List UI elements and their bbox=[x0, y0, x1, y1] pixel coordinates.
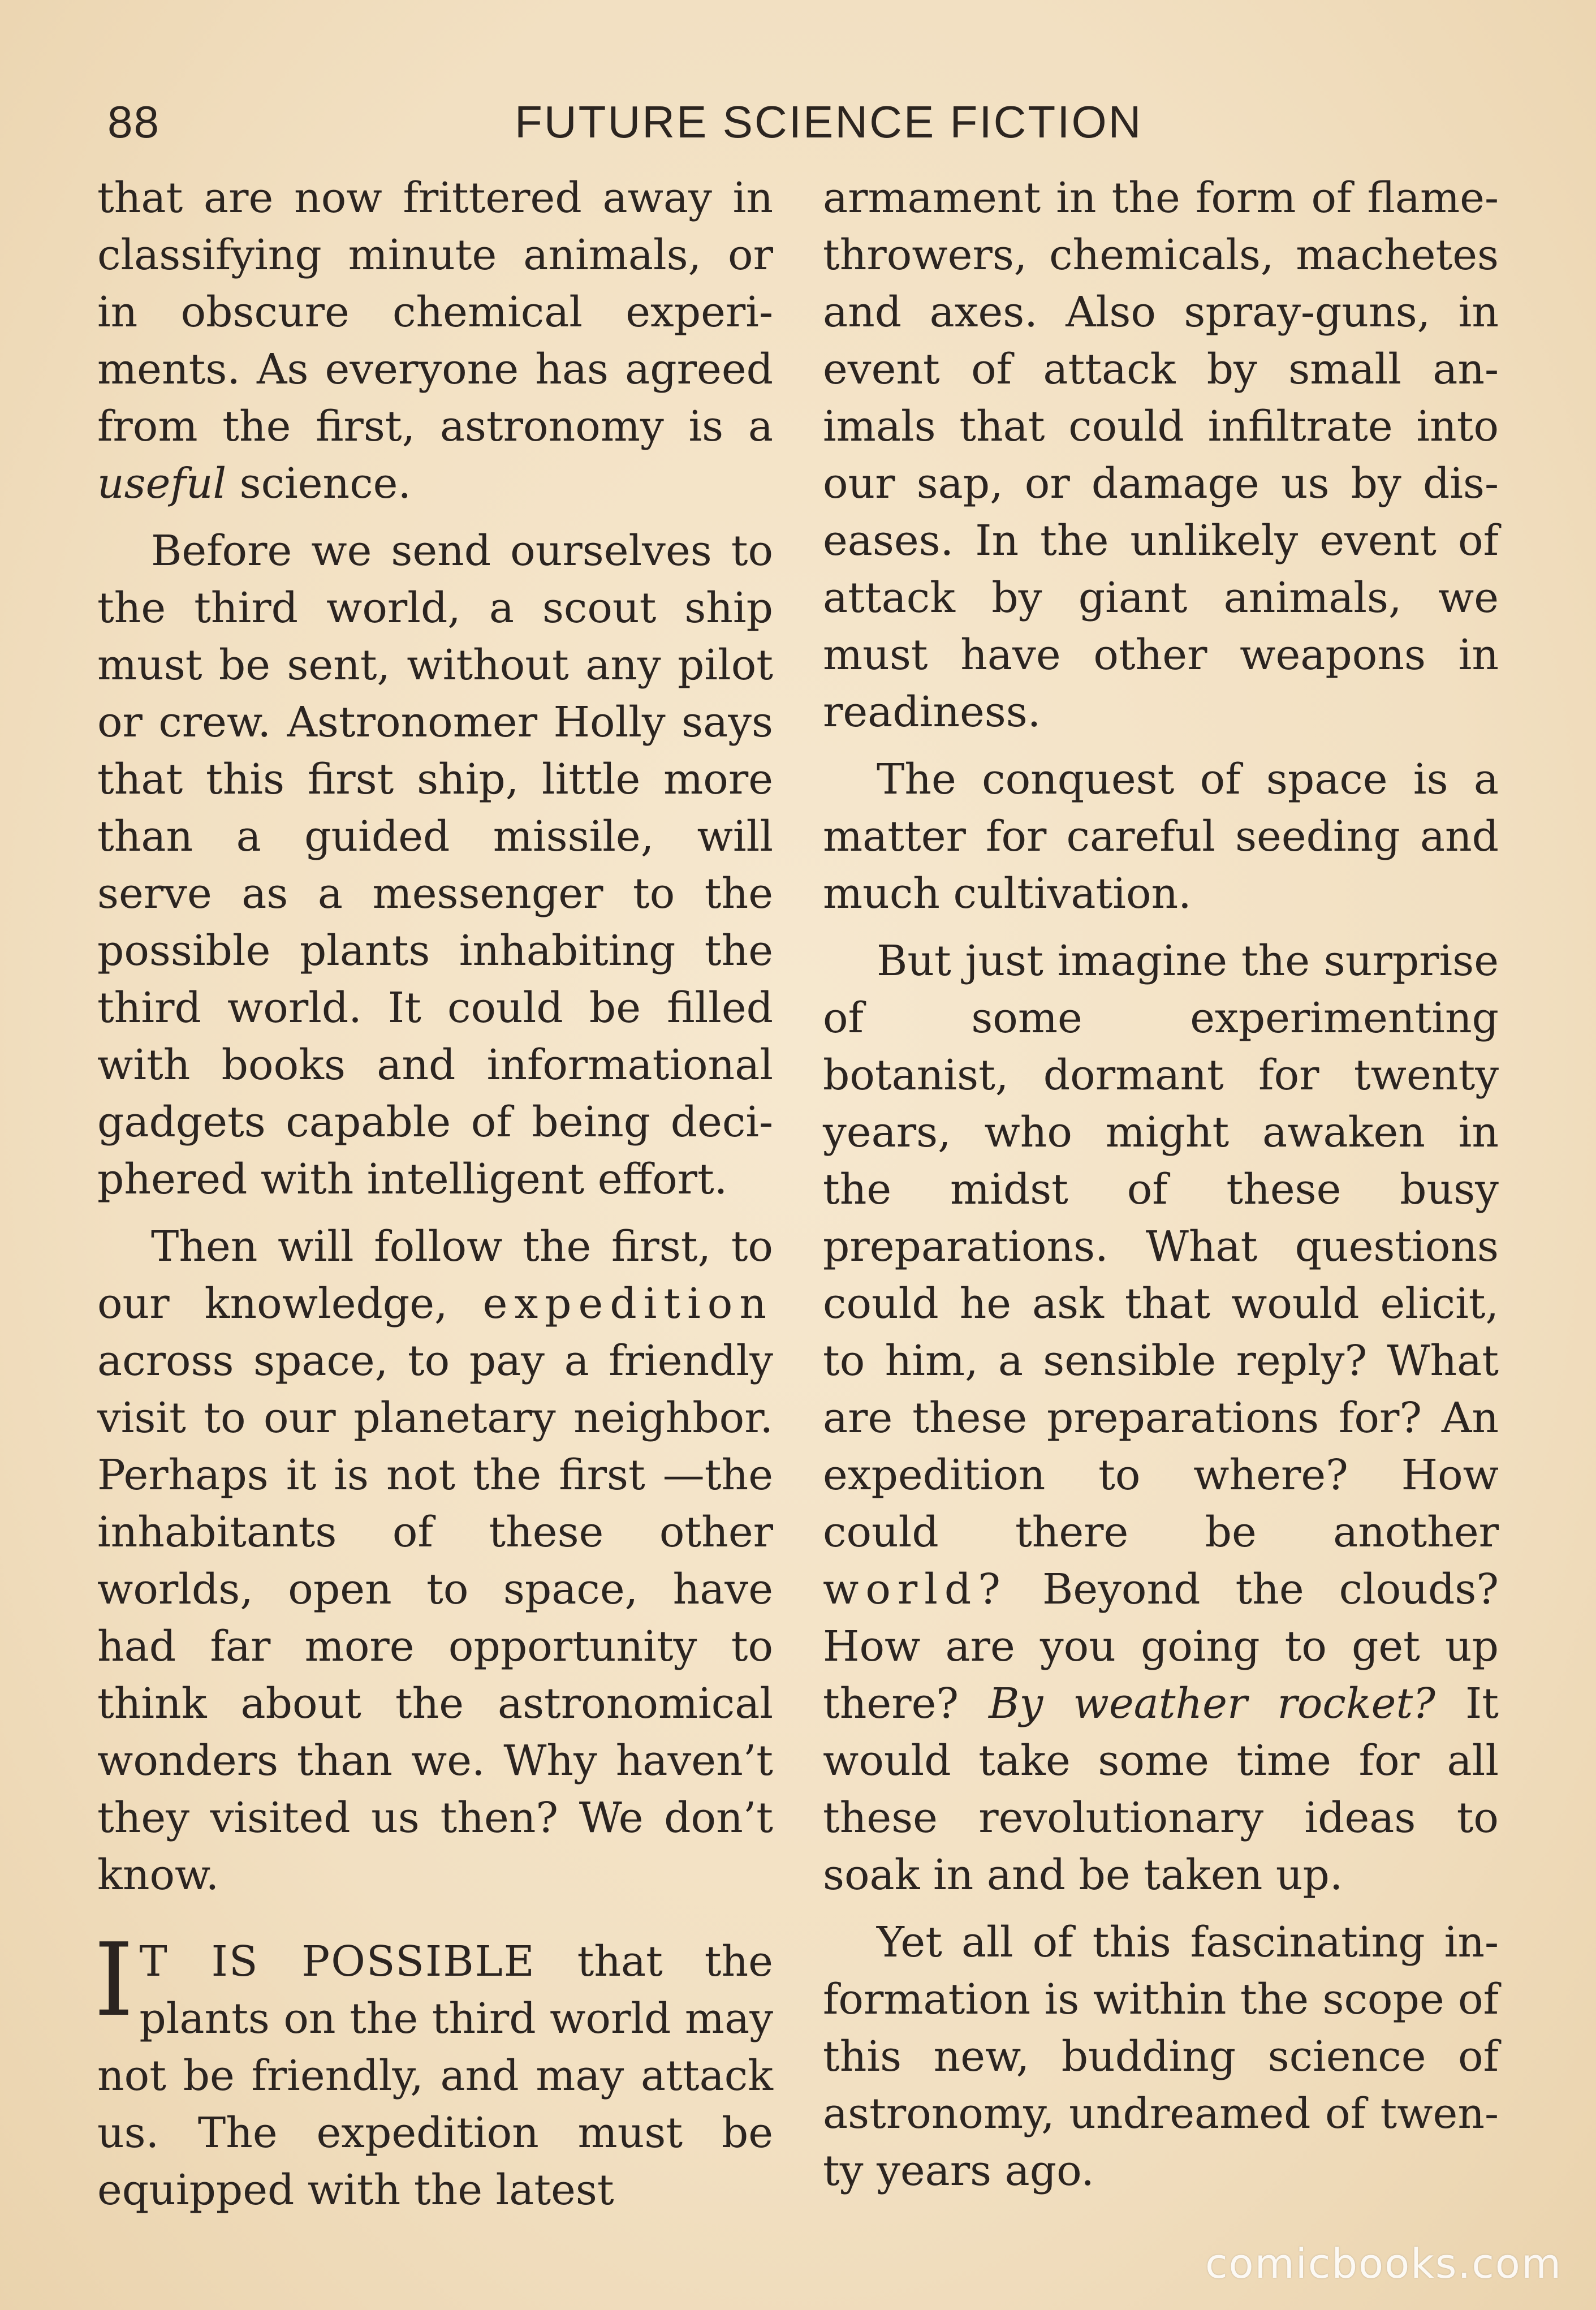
spaced-text: expedition bbox=[482, 1279, 773, 1328]
site-watermark: comicbooks.com bbox=[1205, 2240, 1562, 2287]
right-paragraph-4: Yet all of this fascinating information is within the scope of this new, budding science of astronomy, undreamed of twenty years ago. bbox=[823, 1918, 1499, 2195]
right-paragraph-2: The conquest of space is a matter for careful seeding and much cultivation. bbox=[823, 755, 1499, 918]
paragraph-text: It would take some time for all these revolutionary ideas to soak in and be taken up. bbox=[823, 1679, 1499, 1899]
paragraph-text: But just imagine the surprise of some experimenting botanist, dormant for twenty years, who might awaken in the midst of these busy preparations. What questions could he ask that would elicit, to him, a sensible reply? What are these preparations for? An expedition to where? How could there be another bbox=[823, 937, 1499, 1557]
paragraph-text: that are now frittered away in classifying minute animals, or in obscure chemical experiments. As everyone has agreed from the first, astronomy is a bbox=[97, 174, 773, 451]
page-header bbox=[107, 96, 1489, 158]
drop-cap: I bbox=[94, 1921, 134, 2039]
right-column bbox=[823, 170, 1499, 2210]
section-lead: T IS POSSIBLE bbox=[139, 1937, 536, 1986]
paragraph-text: Then will follow the first, to our knowledge, bbox=[97, 1222, 773, 1328]
emphasis-text: By weather rocket? bbox=[989, 1679, 1435, 1728]
spaced-text: world? bbox=[823, 1565, 1007, 1614]
right-paragraph-1: armament in the form of flamethrowers, chemicals, machetes and axes. Also spray-guns, in event of attack by small animals that could infiltrate into our sap, or damage us by diseases. In the unlikely event of attack by giant animals, we must have other weapons in readiness. bbox=[823, 174, 1499, 736]
paragraph-text: across space, to pay a friendly visit to our planetary neighbor. Perhaps it is not the first —the inhabitants of these other worlds, open to space, have had far more opportunity to think about the astronomical wonders than we. Why haven’t they visited us then? We don’t know. bbox=[97, 1337, 773, 1899]
page-number: 88 bbox=[107, 97, 160, 147]
left-paragraph-3 bbox=[97, 1218, 773, 1904]
right-paragraph-3 bbox=[823, 933, 1499, 1904]
paragraph-text: Beyond the clouds? How are you going to get up there? bbox=[823, 1565, 1499, 1728]
emphasis-text: useful bbox=[97, 459, 227, 508]
magazine-title: FUTURE SCIENCE FICTION bbox=[515, 97, 1143, 147]
paragraph-text: that the plants on the third world may not be friendly, and may attack us. The expedition must be equipped with the latest bbox=[97, 1937, 773, 2214]
paragraph-text: science. bbox=[226, 459, 411, 508]
left-column bbox=[94, 170, 773, 2229]
left-paragraph-4 bbox=[94, 1921, 773, 2219]
left-paragraph-1 bbox=[97, 170, 773, 512]
left-paragraph-2: Before we send ourselves to the third world, a scout ship must be sent, without any pilot or crew. Astronomer Holly says that this first ship, little more than a guided missile, will serve as a messenger to the possible plants inhabiting the third world. It could be filled with books and informational gadgets capable of being deciphered with intelligent effort. bbox=[97, 527, 773, 1204]
